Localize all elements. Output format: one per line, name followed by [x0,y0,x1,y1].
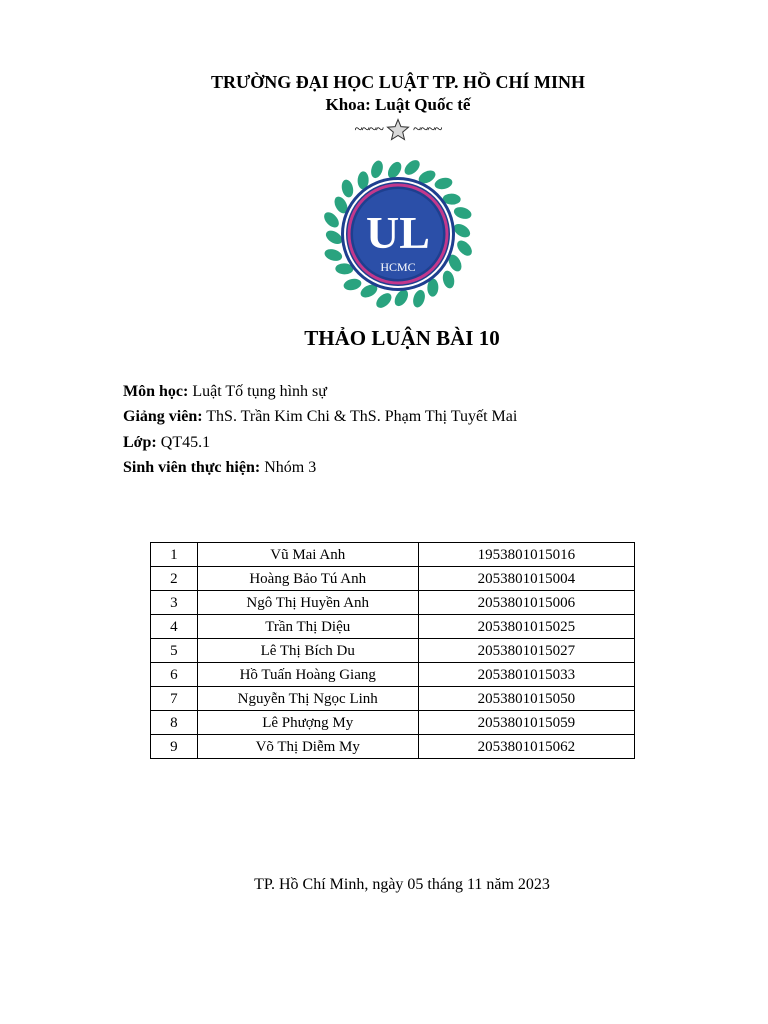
member-student-id: 1953801015016 [418,543,634,567]
member-student-id: 2053801015004 [418,567,634,591]
member-name: Vũ Mai Anh [197,543,418,567]
table-row [151,663,635,687]
member-number: 1 [151,543,198,567]
table-row [151,639,635,663]
table-row [151,543,635,567]
member-student-id: 2053801015033 [418,663,634,687]
member-student-id: 2053801015025 [418,615,634,639]
member-number: 5 [151,639,198,663]
member-student-id: 2053801015006 [418,591,634,615]
school-name: TRƯỜNG ĐẠI HỌC LUẬT TP. HỒ CHÍ MINH [210,72,586,92]
logo-caption: HCMC [380,260,416,274]
member-name: Hoàng Bảo Tú Anh [197,567,418,591]
lecturer-line [123,408,517,426]
subject-label: Môn học: [123,383,189,400]
logo-monogram: UL [366,207,430,258]
table-row [151,711,635,735]
member-number: 4 [151,615,198,639]
leaf-shape [321,210,341,231]
table-row [151,591,635,615]
leaf-shape [369,159,385,179]
leaf-shape [402,158,423,178]
faculty-name: Khoa: Luật Quốc tế [325,95,471,114]
member-number: 6 [151,663,198,687]
class-label: Lớp: [123,434,157,451]
lecturer-label: Giảng viên: [123,408,203,425]
member-student-id: 2053801015059 [418,711,634,735]
leaf-shape [433,176,453,191]
leaf-shape [340,178,355,198]
leaf-shape [323,247,343,263]
leaf-shape [342,277,362,292]
member-number: 3 [151,591,198,615]
students-line [123,459,316,477]
table-row [151,735,635,759]
table-row [151,615,635,639]
member-student-id: 2053801015062 [418,735,634,759]
member-name: Lê Phượng My [197,711,418,735]
title-ornament [0,117,768,143]
ornament-left: ~~~~ [354,121,383,138]
member-name: Nguyễn Thị Ngọc Linh [197,687,418,711]
member-number: 8 [151,711,198,735]
class-value: QT45.1 [156,434,211,451]
table-row [151,567,635,591]
member-name: Võ Thị Diễm My [197,735,418,759]
member-name: Ngô Thị Huyền Anh [197,591,418,615]
member-name: Lê Thị Bích Du [197,639,418,663]
ornament-right: ~~~~ [413,121,442,138]
university-logo [318,158,478,310]
subject-value: Luật Tố tụng hình sự [188,383,327,400]
star-icon [386,118,410,142]
member-table [150,542,635,759]
students-value: Nhóm 3 [260,459,317,476]
leaf-shape [411,288,427,308]
date-line: TP. Hồ Chí Minh, ngày 05 tháng 11 năm 2023 [254,876,550,893]
leaf-shape [441,269,456,289]
member-name: Trần Thị Diệu [197,615,418,639]
leaf-shape [452,205,472,221]
class-line [123,434,210,452]
lecturer-value: ThS. Trần Kim Chi & ThS. Phạm Thị Tuyết Mai [202,408,518,425]
member-name: Hồ Tuấn Hoàng Giang [197,663,418,687]
member-number: 9 [151,735,198,759]
leaf-shape [454,238,474,259]
member-student-id: 2053801015050 [418,687,634,711]
subject-line [123,383,327,401]
member-student-id: 2053801015027 [418,639,634,663]
students-label: Sinh viên thực hiện: [123,459,261,476]
member-number: 2 [151,567,198,591]
table-row [151,687,635,711]
leaf-shape [374,290,395,310]
member-number: 7 [151,687,198,711]
document-title: THẢO LUẬN BÀI 10 [304,326,500,350]
